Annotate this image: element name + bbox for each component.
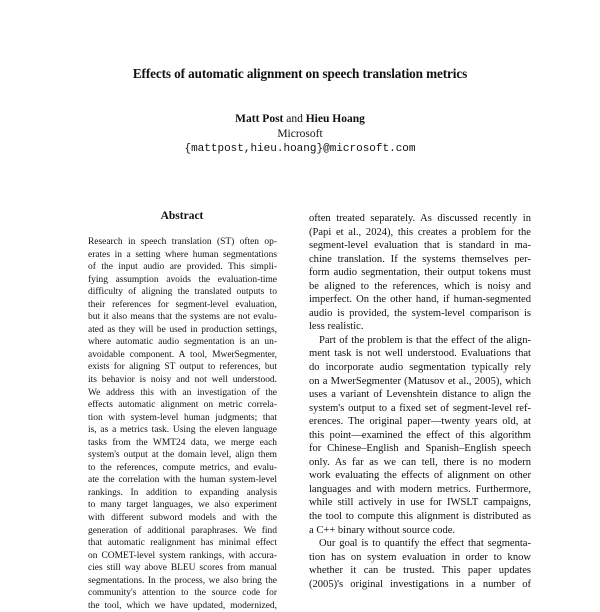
body-line: Part of the problem is that the effect of the align- — [319, 334, 531, 346]
abstract-line: of the input audio are provided. This simpli- — [88, 262, 277, 273]
abstract-body — [88, 236, 277, 612]
abstract-line: its behavior is noisy and not well understood. — [88, 375, 277, 386]
body-line: segment-level evaluation that is standard in ma- — [309, 240, 531, 252]
body-line: (2005)'s original investigations in a number of — [309, 578, 531, 590]
body-line: less realistic. — [309, 321, 364, 333]
body-line: languages and with modern metrics. Furthermore, — [309, 483, 531, 495]
abstract-line: to the references, compute metrics, and evalu- — [88, 462, 277, 473]
abstract-line: the tool, which we have updated, modernized, — [88, 600, 277, 611]
abstract-line: their references for segment-level evaluation, — [88, 299, 277, 310]
body-line: while still actively in use for IWSLT campaigns, — [309, 497, 531, 509]
abstract-heading: Abstract — [160, 210, 204, 222]
abstract-line: community's attention to the source code for — [88, 588, 277, 599]
abstract-line: where automatic audio segmentation is an un- — [88, 337, 277, 348]
abstract-line: ated as they will be used in production settings, — [88, 324, 277, 335]
body-line: ment task is not well understood. Evaluations that — [309, 348, 531, 360]
body-line: form audio segmentation, their output tokens must — [309, 267, 531, 279]
body-line: imperfect. On the other hand, if human-segmented — [309, 294, 531, 306]
author-joiner: and — [286, 113, 303, 125]
abstract-line: segmentations. In the process, we also bring the — [88, 575, 277, 586]
abstract-line: rankings. In addition to expanding analysis — [88, 487, 277, 498]
abstract-line: erates in a setting where human segmentations — [88, 249, 277, 260]
abstract-line: avoidable component. A tool, MwerSegmenter, — [88, 349, 277, 360]
abstract-line: Research in speech translation (ST) often op- — [88, 237, 277, 247]
abstract-line: but it also means that the systems are not evalu- — [88, 312, 277, 323]
author-name: Hieu Hoang — [305, 113, 365, 125]
introduction-body — [309, 212, 531, 591]
paper-title: Effects of automatic alignment on speech translation metrics — [132, 66, 468, 81]
body-line: for Chinese–English and Spanish–English speech — [309, 443, 531, 455]
abstract-line: exists for aligning ST output to references, but — [88, 362, 277, 373]
affiliation: Microsoft — [277, 128, 323, 140]
abstract-line: with different subword models and with the — [88, 513, 277, 524]
body-line: tion has on system evaluation in order to know — [309, 551, 531, 563]
abstract-line: that automatic realignment has minimal effect — [88, 538, 277, 549]
body-line: often treated separately. As discussed recently in — [309, 213, 531, 224]
body-line: whether it can be trusted. This paper updates — [309, 565, 531, 577]
abstract-line: effects automatic alignment on metric correla- — [88, 400, 277, 411]
abstract-line: on COMET-level system rankings, with accura- — [88, 550, 277, 561]
abstract-line: difficulty of aligning the translated outputs to — [88, 287, 277, 298]
body-line: this point—examined the effect of this algorithm — [309, 429, 531, 441]
body-line: only. As far as we can tell, there is no modern — [309, 456, 531, 468]
author-email: {mattpost,hieu.hoang}@microsoft.com — [184, 143, 416, 155]
body-line: the tool to compute this alignment is distributed as — [309, 511, 531, 523]
body-line: (Papi et al., 2024), this creates a problem for the — [309, 226, 531, 238]
body-line: erences. The original paper—twenty years old, at — [309, 416, 531, 428]
abstract-line: We address this with an investigation of the — [88, 387, 277, 398]
abstract-line: to many target languages, we also experiment — [88, 500, 277, 511]
body-line: audio is provided, the system-level comparison is — [309, 307, 531, 319]
abstract-line: system's output at the domain level, align them — [88, 450, 277, 461]
abstract-line: fying assumption avoids the evaluation-time — [88, 274, 277, 285]
author-name: Matt Post — [235, 113, 284, 125]
body-line: on a MwerSegmenter (Matusov et al., 2005), which — [309, 375, 531, 387]
body-line: a C++ binary without source code. — [309, 524, 456, 536]
abstract-line: tion with system-level human judgments; that — [88, 412, 277, 423]
body-line: do incorporate audio segmentation typically rely — [309, 362, 531, 374]
body-line: Our goal is to quantify the effect that segmenta- — [319, 538, 531, 550]
abstract-line: is, as a metrics task. Using the eleven language — [88, 425, 277, 436]
body-line: chine translation. If the systems themselves per- — [309, 253, 531, 265]
abstract-line: tasks from the WMT24 data, we merge each — [88, 437, 277, 448]
author-line — [0, 113, 600, 125]
abstract-line: cies still way above BLEU scores from manual — [88, 563, 277, 574]
body-line: system's output to a fixed set of segment-level ref- — [309, 402, 531, 414]
body-line: be aligned to the references, which is noisy and — [309, 280, 531, 292]
body-line: work evaluating the effects of alignment on other — [309, 470, 531, 482]
body-line: uses a variant of Levenshtein distance to align the — [309, 389, 531, 401]
abstract-line: generation of additional paraphrases. We find — [88, 525, 277, 536]
abstract-line: ate the correlation with the human system-level — [88, 475, 277, 486]
